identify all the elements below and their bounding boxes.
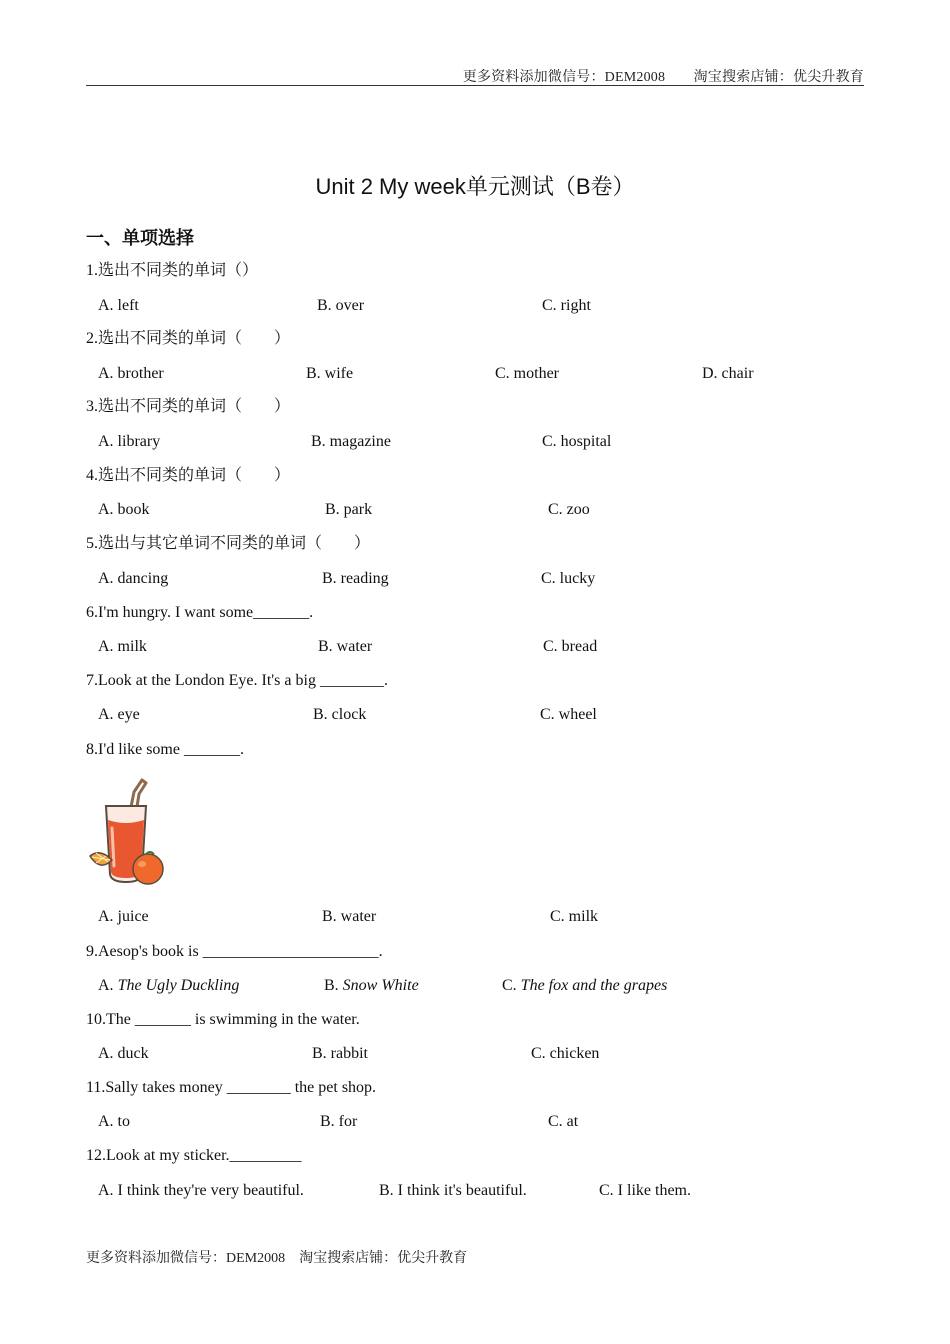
question-11-option-b[interactable]: B. for <box>320 1113 358 1130</box>
question-10-stem: 10.The _______ is swimming in the water. <box>86 1011 360 1028</box>
question-2-option-b[interactable]: B. wife <box>306 365 354 382</box>
question-10-option-c[interactable]: C. chicken <box>531 1045 600 1062</box>
question-2-option-a[interactable]: A. brother <box>98 365 164 382</box>
page-footer: 更多资料添加微信号：DEM2008 淘宝搜索店铺：优尖升教育 <box>86 1251 468 1266</box>
question-6-option-b[interactable]: B. water <box>318 638 373 655</box>
question-11-stem: 11.Sally takes money ________ the pet shop. <box>86 1079 377 1096</box>
question-11-option-c[interactable]: C. at <box>548 1113 579 1130</box>
question-4-option-b[interactable]: B. park <box>325 501 373 518</box>
question-5-option-c[interactable]: C. lucky <box>541 570 596 587</box>
question-12-option-c[interactable]: C. I like them. <box>599 1182 691 1199</box>
question-8-stem: 8.I'd like some _______. <box>86 741 244 758</box>
question-3-option-a[interactable]: A. library <box>98 433 161 450</box>
question-6-option-c[interactable]: C. bread <box>543 638 598 655</box>
question-12-option-a[interactable]: A. I think they're very beautiful. <box>98 1182 304 1199</box>
question-1-option-b[interactable]: B. over <box>317 297 365 314</box>
option-text: The Ugly Duckling <box>117 977 240 994</box>
question-7-option-c[interactable]: C. wheel <box>540 706 597 723</box>
question-8-option-a[interactable]: A. juice <box>98 908 149 925</box>
question-3-option-b[interactable]: B. magazine <box>311 433 391 450</box>
question-1-option-a[interactable]: A. left <box>98 297 139 314</box>
question-1-stem: 1.选出不同类的单词（） <box>86 262 259 279</box>
question-2-option-c[interactable]: C. mother <box>495 365 559 382</box>
question-8-option-c[interactable]: C. milk <box>550 908 599 925</box>
question-1-option-c[interactable]: C. right <box>542 297 591 314</box>
question-7-stem: 7.Look at the London Eye. It's a big ________. <box>86 672 388 689</box>
question-12-option-b[interactable]: B. I think it's beautiful. <box>379 1182 527 1199</box>
question-2-stem: 2.选出不同类的单词（ ） <box>86 330 291 347</box>
question-9-option-b[interactable] <box>324 976 419 996</box>
question-9-option-a[interactable] <box>98 976 239 996</box>
question-5-stem: 5.选出与其它单词不同类的单词（ ） <box>86 535 371 552</box>
question-4-option-a[interactable]: A. book <box>98 501 150 518</box>
question-2-option-d[interactable]: D. chair <box>702 365 754 382</box>
juice-glass-picture <box>86 774 170 892</box>
question-8-option-b[interactable]: B. water <box>322 908 377 925</box>
question-10-option-a[interactable]: A. duck <box>98 1045 149 1062</box>
section-title: 一、单项选择 <box>86 228 194 249</box>
question-7-option-b[interactable]: B. clock <box>313 706 367 723</box>
option-letter: B. <box>324 977 343 994</box>
option-text: The fox and the grapes <box>520 977 668 994</box>
page-header: 更多资料添加微信号：DEM2008 淘宝搜索店铺：优尖升教育 <box>462 70 864 85</box>
option-letter: A. <box>98 977 118 994</box>
option-text: Snow White <box>342 977 419 994</box>
question-5-option-a[interactable]: A. dancing <box>98 570 169 587</box>
question-9-stem: 9.Aesop's book is ______________________. <box>86 943 383 960</box>
question-5-option-b[interactable]: B. reading <box>322 570 389 587</box>
question-7-option-a[interactable]: A. eye <box>98 706 140 723</box>
header-divider <box>86 85 864 86</box>
document-title: Unit 2 My week单元测试（B卷） <box>315 174 635 199</box>
question-11-option-a[interactable]: A. to <box>98 1113 130 1130</box>
question-6-option-a[interactable]: A. milk <box>98 638 147 655</box>
question-6-stem: 6.I'm hungry. I want some_______. <box>86 604 314 621</box>
question-12-stem: 12.Look at my sticker._________ <box>86 1147 302 1164</box>
question-3-stem: 3.选出不同类的单词（ ） <box>86 398 291 415</box>
option-letter: C. <box>502 977 521 994</box>
question-3-option-c[interactable]: C. hospital <box>542 433 612 450</box>
question-4-stem: 4.选出不同类的单词（ ） <box>86 467 291 484</box>
question-10-option-b[interactable]: B. rabbit <box>312 1045 368 1062</box>
question-4-option-c[interactable]: C. zoo <box>548 501 590 518</box>
question-9-option-c[interactable] <box>502 976 667 996</box>
